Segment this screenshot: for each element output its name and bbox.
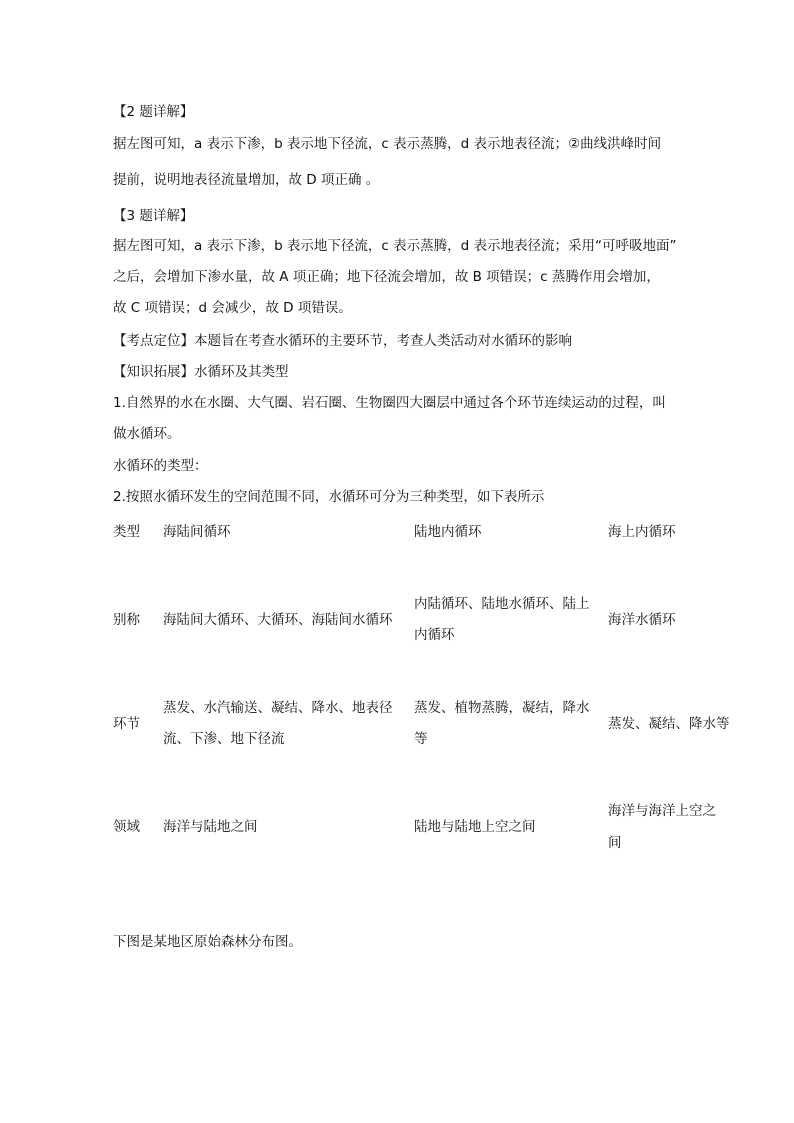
table-alias-land-line-1: 内陆循环、陆地水循环、陆上 [414, 596, 590, 612]
table-domain-sea-line-2: 间 [608, 835, 622, 851]
table-links-land-line-2: 等 [414, 731, 428, 747]
q2-text-line-2: 提前，说明地表径流量增加，故 D 项正确 。 [113, 172, 380, 188]
table-domain-land: 陆地与陆地上空之间 [414, 819, 536, 835]
table-links-land-line-1: 蒸发、植物蒸腾，凝结，降水 [414, 700, 590, 716]
table-links-sea-land-line-1: 蒸发、水汽输送、凝结、降水、地表径 [163, 700, 393, 716]
table-header-sea: 海上内循环 [608, 524, 676, 540]
table-row-label-links: 环节 [113, 716, 140, 732]
kaodian-line: 【考点定位】本题旨在考查水循环的主要环节，考查人类活动对水循环的影响 [113, 333, 572, 349]
closing-line: 下图是某地区原始森林分布图。 [113, 934, 302, 950]
table-header-sea-land: 海陆间循环 [163, 524, 231, 540]
point1-line-2: 做水循环。 [113, 426, 181, 442]
table-row-label-alias: 别称 [113, 612, 140, 628]
point2-line: 2.按照水循环发生的空间范围不同，水循环可分为三种类型，如下表所示 [113, 489, 545, 505]
table-alias-sea-land: 海陆间大循环、大循环、海陆间水循环 [163, 612, 393, 628]
table-links-sea-land-line-2: 流、下渗、地下径流 [163, 731, 285, 747]
zhishi-line: 【知识拓展】水循环及其类型 [113, 364, 289, 380]
point1-line-1: 1.自然界的水在水圈、大气圈、岩石圈、生物圈四大圈层中通过各个环节连续运动的过程，叫 [113, 395, 666, 411]
types-heading: 水循环的类型： [113, 458, 208, 474]
table-header-land: 陆地内循环 [414, 524, 482, 540]
q2-heading: 【2 题详解】 [113, 104, 194, 120]
table-domain-sea-line-1: 海洋与海洋上空之 [608, 803, 716, 819]
q3-text-line-2: 之后，会增加下渗水量，故 A 项正确；地下径流会增加，故 B 项错误；c 蒸腾作用会增加， [113, 269, 660, 285]
table-links-sea: 蒸发、凝结、降水等 [608, 716, 730, 732]
q3-text-line-1: 据左图可知，a 表示下渗，b 表示地下径流，c 表示蒸腾，d 表示地表径流；采用“可呼吸地面” [113, 238, 677, 254]
table-row-label-domain: 领域 [113, 819, 140, 835]
q3-text-line-3: 故 C 项错误；d 会减少，故 D 项错误。 [113, 300, 352, 316]
table-domain-sea-land: 海洋与陆地之间 [163, 819, 258, 835]
q2-text-line-1: 据左图可知，a 表示下渗，b 表示地下径流，c 表示蒸腾，d 表示地表径流；②曲线洪峰时间 [113, 136, 662, 152]
table-header-type: 类型 [113, 524, 140, 540]
table-alias-land-line-2: 内循环 [414, 627, 455, 643]
q3-heading: 【3 题详解】 [113, 208, 194, 224]
table-alias-sea: 海洋水循环 [608, 612, 676, 628]
